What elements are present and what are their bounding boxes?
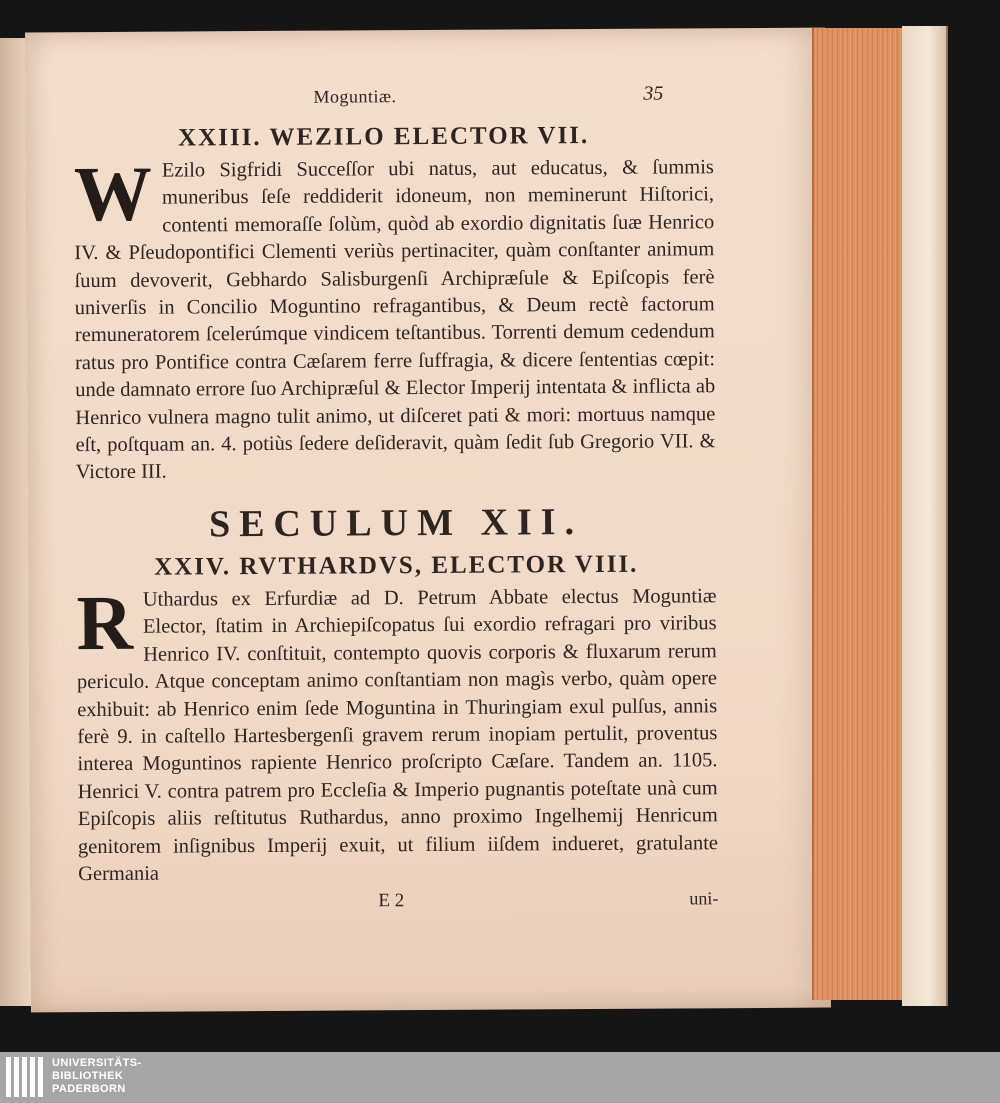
signature-mark: E 2 [378, 890, 405, 912]
library-name-line3: PADERBORN [52, 1083, 126, 1095]
running-head [73, 84, 713, 124]
right-page [25, 28, 831, 1013]
cover-board [902, 26, 948, 1006]
page-number: 35 [643, 82, 664, 105]
century-heading: SECULUM XII. [208, 500, 584, 546]
paragraph-ruthardus-text: Uthardus ex Erfurdiæ ad D. Petrum Abbate electus Moguntiæ Elector, ſtatim in Archiepiſcopatus ſui exordio refragari pro viribus Henrico IV. conſtituit, contempto quovis corporis & fluxarum rerum periculo. Atque conceptam animo conſtantiam non magìs verbo, quàm opere exhibuit: ab Henrico enim ſede Moguntina in Thuringiam exul pulſus, annis ferè 9. in caſtello Hartesbergenſi gravem rerum inopiam pertulit, proventus interea Moguntinos rapiente Henrico proſcripto Cæſare. Tandem an. 1105. Henrici V. contra patrem pro Eccleſia & Imperio pugnantis poteſtate unà cum Epiſcopis aliis reſtitutus Ruthardus, anno proximo Ingelhemij Henricum genitorem inſignibus Imperij exuit, ut filium iiſdem indueret, gratulante Germania [76, 585, 719, 886]
library-name-line2: BIBLIOTHEK [52, 1070, 124, 1082]
section-heading-ruthardus: XXIV. RVTHARDVS, ELECTOR VIII. [154, 550, 639, 581]
section-heading-wezilo: XXIII. WEZILO ELECTOR VII. [178, 122, 590, 152]
paragraph-wezilo-text: Ezilo Sigfridi Succeſſor ubi natus, aut educatus, & ſummis muneribus ſeſe reddiderit idoneum, non meminerunt Hiſtorici, contenti memoraſſe ſolùm, quòd ab exordio dignitatis ſuæ Henrico IV. & Pſeudopontifici Clementi veriùs pertinaciter, quàm conſtanter animum ſuum devoverit, Gebhardo Salisburgenſi Archipræſule & Epiſcopis ferè univerſis in Concilio Moguntino refragantibus, & Deum rectè factorum remuneratorem ſcelerúmque vindicem teſtantibus. Torrenti demum cedendum ratus pro Pontifice contra Cæſarem ferre ſuffragia, & dicere ſententias cœpit: unde damnato errore ſuo Archipræſul & Elector Imperij intentata & inflicta ab Henrico vulnera magno tulit animo, ut diſceret pati & mori: mortuus namque eſt, poſtquam an. 4. potiùs ſedere deſideravit, quàm ſedit ſub Gregorio VII. & Victore III. [74, 156, 716, 484]
page-text-block [73, 84, 718, 922]
running-title: Moguntiæ. [313, 86, 397, 107]
library-name-line1: UNIVERSITÄTS- [52, 1057, 142, 1069]
paragraph-wezilo [73, 149, 716, 487]
library-name [52, 1057, 142, 1096]
library-banner [0, 1052, 1000, 1103]
library-logo-icon [6, 1057, 46, 1097]
catchword: uni- [689, 888, 719, 909]
drop-cap-w: W [73, 149, 153, 238]
page-footer [78, 889, 718, 923]
paragraph-ruthardus [76, 578, 719, 888]
drop-cap-r: R [76, 578, 134, 667]
